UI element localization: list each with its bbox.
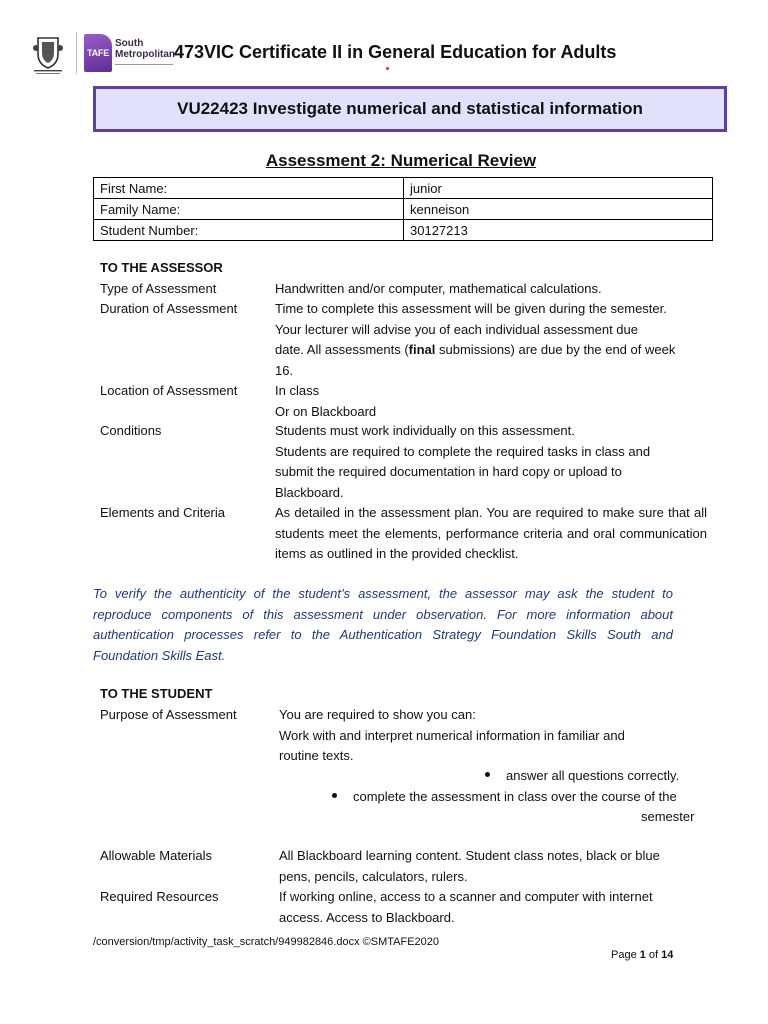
assessment-title: Assessment 2: Numerical Review [265, 151, 537, 170]
type-value: Handwritten and/or computer, mathematical calculations. [275, 281, 602, 296]
tafe-logo-line2: Metropolitan [115, 49, 175, 60]
elements-label: Elements and Criteria [100, 505, 225, 520]
list-item [485, 766, 679, 786]
bullet-icon [332, 793, 337, 798]
materials-line2: pens, pencils, calculators, rulers. [279, 868, 468, 884]
duration-line3-b: submissions) are due by the end of week [435, 342, 676, 357]
purpose-line2: Work with and interpret numerical information in familiar and [279, 727, 625, 743]
conditions-value [275, 421, 707, 503]
family-name-value: kenneison [404, 199, 713, 220]
government-crest-logo [26, 32, 70, 76]
conditions-label: Conditions [100, 423, 162, 438]
student-number-label: Student Number: [94, 220, 404, 241]
table-row [94, 178, 713, 199]
footer-file-path: /conversion/tmp/activity_task_scratch/949982846.docx ©SMTAFE2020 [93, 936, 440, 948]
tafe-logo [84, 34, 180, 74]
red-mark-icon [386, 67, 389, 70]
duration-value [275, 299, 707, 381]
conditions-line2: Students are required to complete the required tasks in class and [275, 443, 651, 459]
student-details-table [93, 177, 713, 241]
student-heading: TO THE STUDENT [100, 686, 213, 701]
table-row [94, 220, 713, 241]
materials-value [279, 846, 711, 887]
footer-page-number [611, 949, 673, 961]
duration-line4: 16. [275, 362, 294, 378]
elements-value: As detailed in the assessment plan. You are required to make sure that all students meet the elements, performance criteria and oral communication items as outlined in the provided checklist. [275, 505, 707, 561]
materials-line1: All Blackboard learning content. Student class notes, black or blue [279, 848, 660, 863]
duration-line2: Your lecturer will advise you of each individual assessment due [275, 321, 638, 337]
duration-label: Duration of Assessment [100, 301, 238, 316]
bullet-icon [485, 772, 490, 777]
header-divider [76, 32, 77, 74]
first-name-value: junior [404, 178, 713, 199]
location-line1: In class [275, 383, 320, 398]
tafe-logo-text [115, 38, 175, 60]
duration-line3-bold: final [408, 342, 436, 357]
resources-line2: access. Access to Blackboard. [279, 909, 455, 925]
purpose-line3: routine texts. [279, 748, 354, 763]
purpose-label: Purpose of Assessment [100, 707, 237, 722]
first-name-label: First Name: [94, 178, 404, 199]
page-word: Page [611, 949, 640, 961]
page-of: of [645, 949, 662, 961]
location-label: Location of Assessment [100, 383, 238, 398]
tafe-logo-line1: South [115, 38, 144, 49]
conditions-line3: submit the required documentation in hard copy or upload to [275, 464, 622, 479]
location-line2: Or on Blackboard [275, 403, 377, 419]
duration-line3 [275, 340, 707, 361]
assessor-heading: TO THE ASSESSOR [100, 260, 223, 275]
duration-line3-a: date. All assessments ( [275, 342, 409, 357]
conditions-line4: Blackboard. [275, 484, 344, 500]
bullet2-text: complete the assessment in class over the course of the [353, 789, 677, 804]
course-title: 473VIC Certificate II in General Education for Adults [174, 42, 617, 62]
list-item [332, 787, 677, 807]
bullet1-text: answer all questions correctly. [506, 768, 680, 783]
purpose-line1: You are required to show you can: [279, 707, 476, 722]
family-name-label: Family Name: [94, 199, 404, 220]
page-total: 14 [661, 949, 674, 961]
duration-line1: Time to complete this assessment will be given during the semester. [275, 301, 667, 316]
authentication-note: To verify the authenticity of the student’s assessment, the assessor may ask the student to reproduce components of this assessment under observation. For more information about authentication processes refer to the Authentication Strategy Foundation Skills South and Foundation Skills East. [93, 586, 673, 663]
document-header [24, 30, 744, 76]
resources-value [279, 887, 711, 928]
tafe-badge: TAFE [84, 34, 112, 72]
resources-label: Required Resources [100, 889, 219, 904]
student-number-value: 30127213 [404, 220, 713, 241]
unit-banner: VU22423 Investigate numerical and statistical information [93, 86, 727, 132]
conditions-line1: Students must work individually on this assessment. [275, 423, 575, 438]
type-label: Type of Assessment [100, 281, 217, 296]
tafe-tagline-decoration [115, 62, 173, 67]
page-current: 1 [639, 949, 646, 961]
materials-label: Allowable Materials [100, 848, 212, 863]
resources-line1: If working online, access to a scanner and computer with internet [279, 889, 653, 904]
purpose-value [279, 705, 711, 767]
table-row [94, 199, 713, 220]
bullet2-continuation: semester [641, 809, 695, 824]
location-value [275, 381, 707, 422]
